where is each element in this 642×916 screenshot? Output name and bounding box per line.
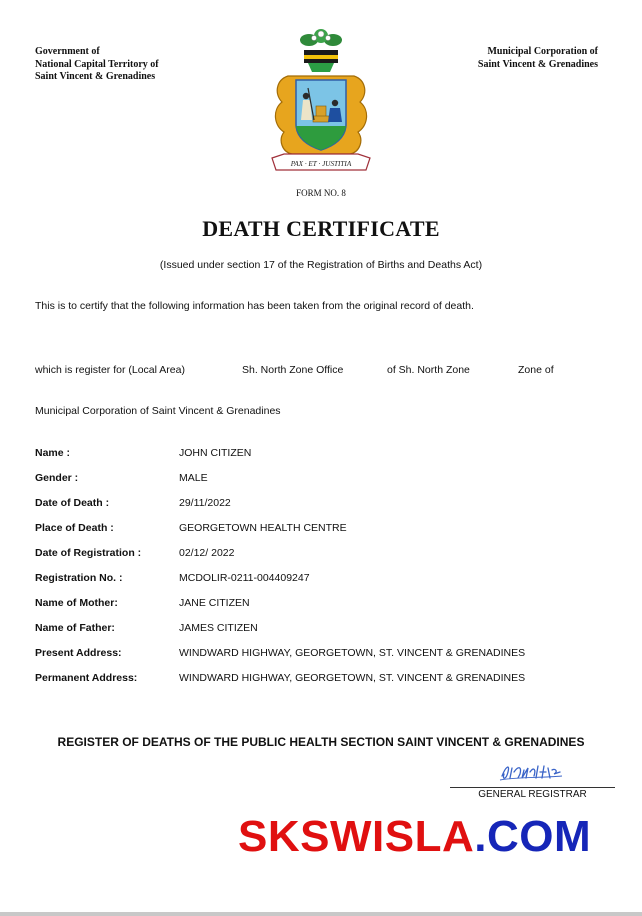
detail-label-name: Name :	[35, 447, 71, 459]
registration-zone: of Sh. North Zone	[387, 364, 470, 376]
detail-label-place-of-death: Place of Death :	[35, 522, 114, 534]
watermark-part-red: SKSWISLA	[238, 812, 475, 861]
coat-of-arms-emblem	[266, 28, 376, 178]
detail-value-place-of-death: GEORGETOWN HEALTH CENTRE	[179, 522, 347, 534]
issuer-municipal-line: Saint Vincent & Grenadines	[477, 58, 598, 70]
issuer-government-line: Saint Vincent & Grenadines	[35, 71, 156, 82]
detail-label-date-of-registration: Date of Registration :	[35, 547, 142, 559]
detail-value-gender: MALE	[179, 472, 208, 484]
detail-value-registration-no: MCDOLIR-0211-004409247	[179, 572, 310, 584]
issuer-municipal-line: Municipal Corporation of	[487, 46, 598, 57]
detail-value-name-of-father: JAMES CITIZEN	[179, 622, 258, 634]
signature-label: GENERAL REGISTRAR	[478, 789, 587, 800]
detail-label-name-of-father: Name of Father:	[35, 622, 115, 634]
form-number: FORM NO. 8	[296, 188, 346, 198]
detail-value-permanent-address: WINDWARD HIGHWAY, GEORGETOWN, ST. VINCENT & GRENADINES	[179, 672, 526, 684]
crest-top	[300, 29, 342, 72]
certify-statement: This is to certify that the following information has been taken from the original record of death.	[35, 300, 474, 312]
register-heading: REGISTER OF DEATHS OF THE PUBLIC HEALTH SECTION SAINT VINCENT & GRENADINES	[57, 735, 585, 749]
issuer-government-line: National Capital Territory of	[35, 58, 159, 70]
detail-label-gender: Gender :	[35, 472, 79, 484]
detail-label-date-of-death: Date of Death :	[35, 497, 110, 509]
municipal-corporation-line: Municipal Corporation of Saint Vincent & Grenadines	[35, 405, 281, 417]
detail-value-name-of-mother: JANE CITIZEN	[179, 597, 250, 609]
registrar-signature	[496, 760, 568, 784]
registration-zone-of: Zone of	[518, 364, 554, 376]
certificate-title: DEATH CERTIFICATE	[202, 216, 440, 241]
detail-label-permanent-address: Permanent Address:	[35, 672, 138, 684]
detail-value-date-of-registration: 02/12/ 2022	[179, 547, 235, 559]
detail-value-present-address: WINDWARD HIGHWAY, GEORGETOWN, ST. VINCENT & GRENADINES	[179, 647, 526, 659]
registration-office: Sh. North Zone Office	[242, 364, 344, 376]
issuer-government-block	[35, 46, 159, 84]
detail-label-name-of-mother: Name of Mother:	[35, 597, 118, 609]
detail-value-name: JOHN CITIZEN	[179, 447, 252, 459]
signature-line	[450, 787, 615, 788]
page-bottom-edge	[0, 912, 642, 916]
watermark-part-blue: .COM	[474, 812, 592, 861]
detail-label-present-address: Present Address:	[35, 647, 122, 659]
detail-label-registration-no: Registration No. :	[35, 572, 123, 584]
certificate-subtitle: (Issued under section 17 of the Registration of Births and Deaths Act)	[159, 259, 483, 271]
issuer-government-line: Government of	[35, 46, 100, 57]
detail-value-date-of-death: 29/11/2022	[179, 497, 231, 509]
crest-motto: PAX · ET · JUSTITIA	[290, 160, 352, 168]
watermark-text	[238, 812, 591, 862]
registration-local-area-label: which is register for (Local Area)	[35, 364, 185, 376]
issuer-municipal-block	[478, 46, 598, 71]
